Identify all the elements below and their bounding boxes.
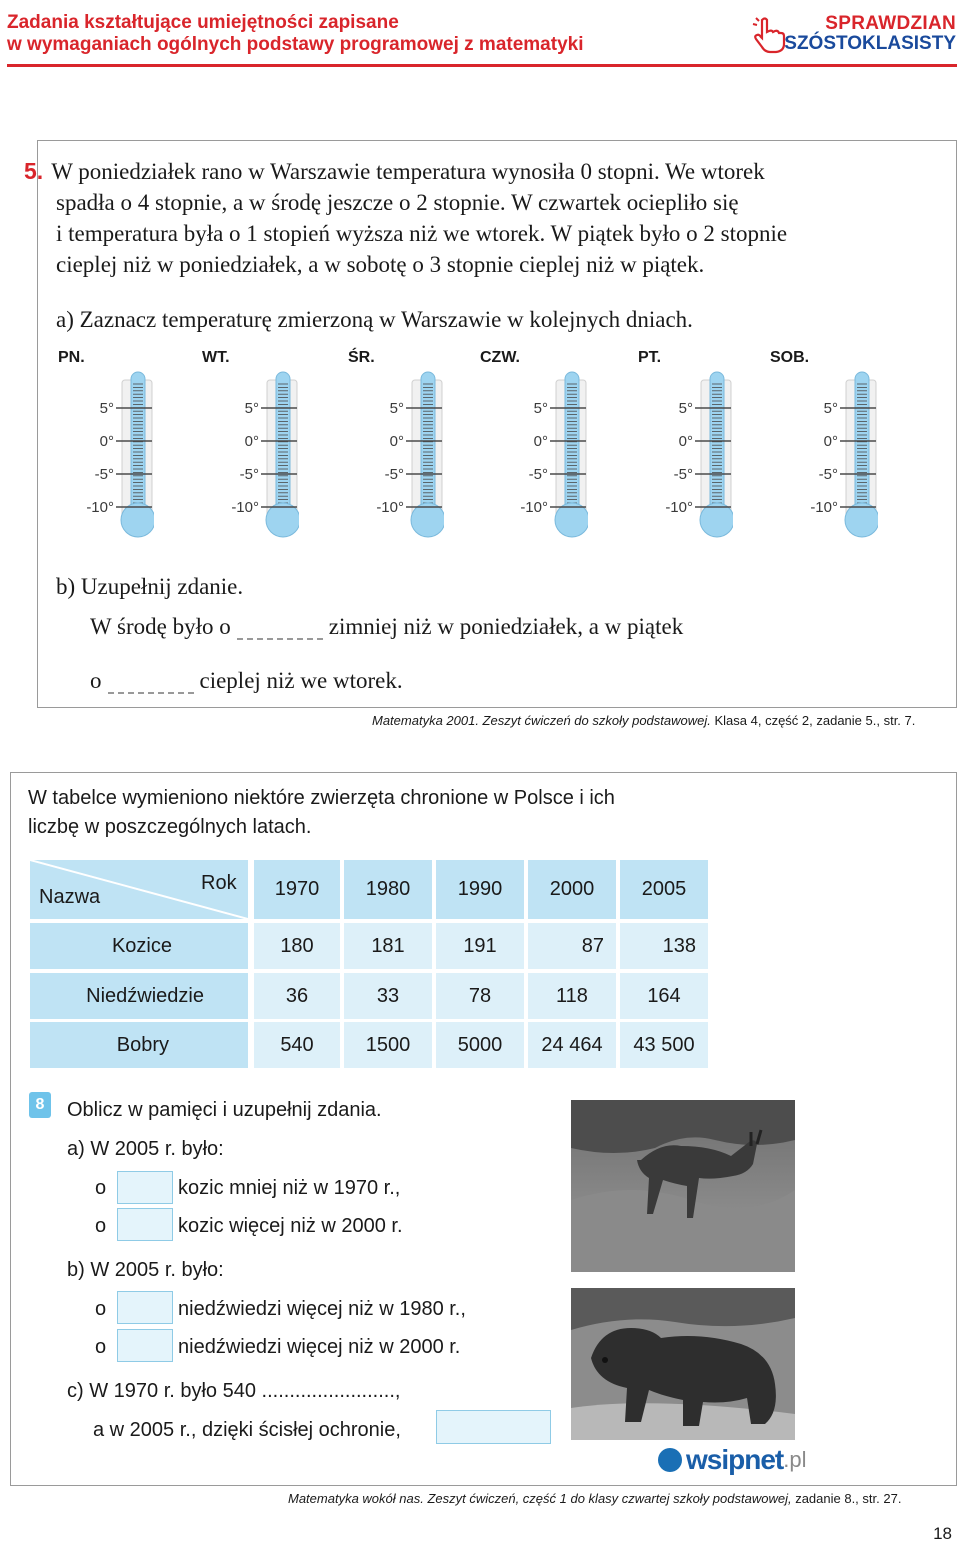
sentence-2-end: cieplej niż we wtorek. [199, 668, 403, 693]
header-rule [7, 64, 957, 67]
header-title-line2: w wymaganiach ogólnych podstawy programowej z matematyki [7, 34, 584, 55]
exercise-5-source [372, 713, 915, 728]
year-header: 2005 [620, 860, 708, 919]
thermometer-graphic [520, 370, 588, 546]
scale-label: -10° [376, 499, 404, 516]
answer-box-c[interactable] [436, 1410, 551, 1444]
corner-year-label: Rok [201, 872, 237, 894]
thermometer-bulb [121, 503, 154, 537]
table-cell: 36 [254, 973, 340, 1019]
thermometer-graphic [665, 370, 733, 546]
exercise-5-source-title: Matematyka 2001. Zeszyt ćwiczeń do szkoły podstawowej. [372, 713, 711, 728]
year-header: 2000 [528, 860, 616, 919]
exercise-5-line3: i temperatura była o 1 stopień wyższa niż we wtorek. W piątek było o 2 stopnie [56, 221, 788, 246]
wsipnet-logo-suffix: .pl [783, 1447, 807, 1472]
brand-line2: SZÓSTOKLASISTY [784, 33, 956, 54]
table-cell: 87 [528, 923, 616, 969]
scale-label: 5° [99, 400, 114, 417]
scale-label: 5° [533, 400, 548, 417]
table-cell: 138 [620, 923, 708, 969]
table-cell: 43 500 [620, 1022, 708, 1068]
brand-logo [784, 14, 956, 54]
sentence-2-start: o [90, 668, 102, 693]
table-cell: 191 [436, 923, 524, 969]
scale-label: 0° [389, 433, 404, 450]
scale-label: -5° [384, 466, 404, 483]
table-cell: 33 [344, 973, 432, 1019]
thermometer-bulb [845, 503, 878, 537]
answer-box-b2[interactable] [117, 1329, 173, 1362]
scale-label: 5° [823, 400, 838, 417]
thermometer[interactable] [86, 370, 150, 546]
header-title [7, 12, 583, 56]
table-intro-line1: W tabelce wymieniono niektóre zwierzęta chronione w Polsce i ich [28, 787, 615, 809]
brand-line1: SPRAWDZIAN [825, 13, 956, 34]
bullet-o: o [95, 1177, 107, 1199]
scale-label: 0° [244, 433, 259, 450]
blank-friday-diff[interactable] [108, 672, 194, 694]
thermometer[interactable] [665, 370, 729, 546]
part-b1-text: niedźwiedzi więcej niż w 1980 r., [178, 1298, 466, 1320]
table-cell: 24 464 [528, 1022, 616, 1068]
page-number: 18 [933, 1524, 952, 1543]
thermometer-graphic [231, 370, 299, 546]
scale-label: -10° [231, 499, 259, 516]
exercise-5-text [24, 156, 787, 280]
part-b-label: b) W 2005 r. było: [67, 1259, 224, 1281]
row-name-niedzwiedzie: Niedźwiedzie [30, 973, 248, 1019]
answer-box-a1[interactable] [117, 1171, 173, 1204]
scale-label: -5° [528, 466, 548, 483]
scale-label: 5° [678, 400, 693, 417]
day-label-thu: CZW. [480, 349, 520, 366]
thermometer-graphic [86, 370, 154, 546]
thermometer[interactable] [810, 370, 874, 546]
exercise-5-line1: W poniedziałek rano w Warszawie temperatura wynosiła 0 stopni. We wtorek [51, 159, 765, 184]
table-cell: 540 [254, 1022, 340, 1068]
pointing-hand-icon [752, 16, 786, 54]
scale-label: 5° [389, 400, 404, 417]
exercise-5-line4: cieplej niż w poniedziałek, a w sobotę o 3 stopnie cieplej niż w piątek. [56, 252, 705, 277]
table-intro-line2: liczbę w poszczególnych latach. [28, 816, 312, 838]
bullet-o: o [95, 1336, 107, 1358]
table-cell: 118 [528, 973, 616, 1019]
year-header: 1970 [254, 860, 340, 919]
table-corner-cell [30, 860, 248, 919]
exercise-8-badge: 8 [29, 1092, 51, 1118]
scale-label: 0° [99, 433, 114, 450]
part-a2-text: kozic więcej niż w 2000 r. [178, 1215, 403, 1237]
thermometer-bulb [411, 503, 444, 537]
table-intro [28, 784, 788, 842]
blank-wednesday-diff[interactable] [237, 618, 323, 640]
scale-label: -5° [94, 466, 114, 483]
thermometer-bulb [700, 503, 733, 537]
table-cell: 5000 [436, 1022, 524, 1068]
scale-label: 0° [533, 433, 548, 450]
wsipnet-logo-text: wsipnet [686, 1444, 784, 1475]
bullet-o: o [95, 1298, 107, 1320]
thermometer-graphic [810, 370, 878, 546]
thermometer-bulb [555, 503, 588, 537]
wsipnet-logo [658, 1444, 806, 1476]
table-cell: 164 [620, 973, 708, 1019]
scale-label: -10° [810, 499, 838, 516]
exercise-5-part-b: b) Uzupełnij zdanie. [56, 574, 244, 599]
scale-label: -10° [86, 499, 114, 516]
exercise-5-sentence-2 [90, 668, 403, 694]
exercise-8-source [288, 1491, 901, 1506]
header-title-line1: Zadania kształtujące umiejętności zapisane [7, 12, 399, 33]
table-cell: 78 [436, 973, 524, 1019]
year-header: 1990 [436, 860, 524, 919]
bullet-o: o [95, 1215, 107, 1237]
day-label-wed: ŚR. [348, 349, 375, 366]
chamois-photo [571, 1100, 795, 1272]
sentence-1-start: W środę było o [90, 614, 231, 639]
year-header: 1980 [344, 860, 432, 919]
scale-label: -10° [665, 499, 693, 516]
exercise-8-source-title: Matematyka wokół nas. Zeszyt ćwiczeń, część 1 do klasy czwartej szkoły podstawowej, [288, 1491, 792, 1506]
thermometer[interactable] [520, 370, 584, 546]
scale-label: 5° [244, 400, 259, 417]
part-c-line2: a w 2005 r., dzięki ścisłej ochronie, [93, 1419, 401, 1441]
table-cell: 180 [254, 923, 340, 969]
thermometer-graphic [376, 370, 444, 546]
part-c-line1: c) W 1970 r. było 540 ........................, [67, 1380, 401, 1402]
scale-label: 0° [678, 433, 693, 450]
table-cell: 181 [344, 923, 432, 969]
exercise-5-sentence-1 [90, 614, 683, 640]
answer-box-b1[interactable] [117, 1291, 173, 1324]
corner-name-label: Nazwa [39, 886, 101, 908]
day-label-tue: WT. [202, 349, 230, 366]
exercise-5-number: 5. [24, 158, 44, 184]
sentence-1-end: zimniej niż w poniedziałek, a w piątek [328, 614, 684, 639]
thermometer[interactable] [376, 370, 440, 546]
exercise-5-part-a: a) Zaznacz temperaturę zmierzoną w Warszawie w kolejnych dniach. [56, 307, 693, 332]
wsipnet-logo-icon [658, 1448, 682, 1472]
table-cell: 1500 [344, 1022, 432, 1068]
row-name-kozice: Kozice [30, 923, 248, 969]
row-name-bobry: Bobry [30, 1022, 248, 1068]
part-b2-text: niedźwiedzi więcej niż w 2000 r. [178, 1336, 461, 1358]
thermometer[interactable] [231, 370, 295, 546]
answer-box-a2[interactable] [117, 1208, 173, 1241]
exercise-8-instruction: Oblicz w pamięci i uzupełnij zdania. [67, 1099, 382, 1121]
scale-label: -5° [818, 466, 838, 483]
part-a1-text: kozic mniej niż w 1970 r., [178, 1177, 401, 1199]
day-label-sat: SOB. [770, 349, 810, 366]
scale-label: -5° [239, 466, 259, 483]
exercise-5-source-details: Klasa 4, część 2, zadanie 5., str. 7. [710, 713, 916, 728]
exercise-8-source-details: zadanie 8., str. 27. [791, 1491, 902, 1506]
scale-label: 0° [823, 433, 838, 450]
thermometer-bulb [266, 503, 299, 537]
day-label-fri: PT. [638, 349, 662, 366]
scale-label: -5° [673, 466, 693, 483]
scale-label: -10° [520, 499, 548, 516]
day-label-mon: PN. [58, 349, 85, 366]
exercise-5-line2: spadła o 4 stopnie, a w środę jeszcze o 2 stopnie. W czwartek ociepliło się [56, 190, 739, 215]
bear-photo [571, 1288, 795, 1440]
part-a-label: a) W 2005 r. było: [67, 1138, 224, 1160]
